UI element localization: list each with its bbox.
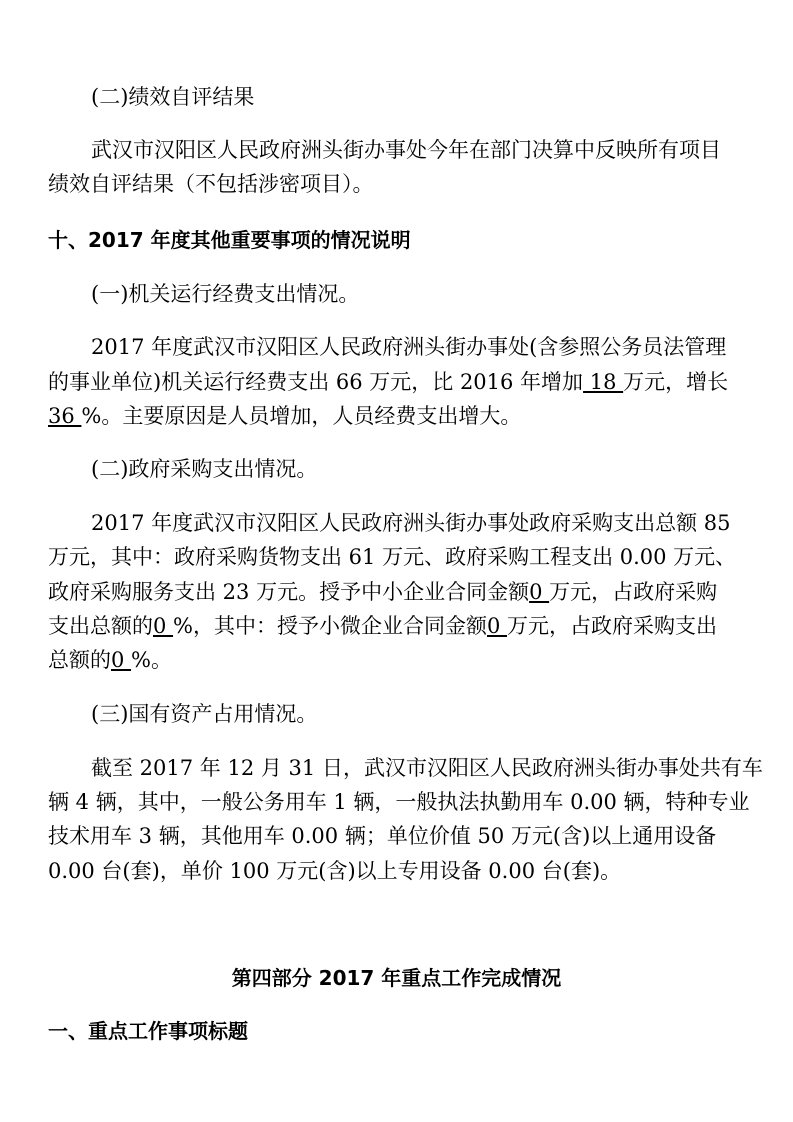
- paragraph-operating-line3: [48, 404, 748, 428]
- part-four-item-one: 一、重点工作事项标题: [48, 1019, 248, 1043]
- text: %，其中：授予小微企业合同金额: [173, 614, 487, 638]
- text: 的事业单位)机关运行经费支出 66 万元，比 2016 年增加: [48, 370, 584, 394]
- text: 支出总额的: [48, 614, 153, 638]
- text: %。主要原因是人员增加，人员经费支出增大。: [81, 404, 522, 428]
- paragraph-operating-line2: [48, 370, 748, 394]
- part-four-title: 第四部分 2017 年重点工作完成情况: [231, 966, 562, 990]
- paragraph-procurement-line3: [48, 580, 748, 604]
- sub-heading-procurement: (二)政府采购支出情况。: [91, 457, 318, 481]
- paragraph-assets-line1: 截至 2017 年 12 月 31 日，武汉市汉阳区人民政府洲头街办事处共有车: [91, 756, 763, 780]
- sub-heading-assets: (三)国有资产占用情况。: [91, 702, 318, 726]
- paragraph-operating-line1: 2017 年度武汉市汉阳区人民政府洲头街办事处(含参照公务员法管理: [91, 335, 727, 359]
- text: 万元，增长: [623, 370, 729, 394]
- increase-amount: 18: [583, 370, 624, 394]
- sme-contract-amount: 0: [529, 580, 550, 604]
- text: 总额的: [48, 648, 111, 672]
- paragraph-assets-line2: 辆 4 辆，其中，一般公务用车 1 辆，一般执法执勤用车 0.00 辆，特种专业: [48, 790, 750, 814]
- growth-rate: 36: [48, 404, 82, 428]
- section-ten-title: 十、2017 年度其他重要事项的情况说明: [48, 228, 411, 252]
- paragraph-procurement-line4: [48, 614, 748, 638]
- text: 万元，占政府采购支出: [507, 614, 718, 638]
- paragraph-assets-line3: 技术用车 3 辆，其他用车 0.00 辆；单位价值 50 万元(含)以上通用设备: [48, 824, 717, 848]
- sme-share: 0: [153, 614, 174, 638]
- paragraph-performance-line2: 绩效自评结果（不包括涉密项目）。: [48, 172, 374, 196]
- paragraph-procurement-line2: 万元，其中：政府采购货物支出 61 万元、政府采购工程支出 0.00 万元、: [48, 545, 737, 569]
- micro-share: 0: [111, 648, 132, 672]
- sub-heading-operating-expense: (一)机关运行经费支出情况。: [91, 282, 360, 306]
- text: %。: [131, 648, 173, 672]
- text: 万元，占政府采购: [549, 580, 718, 604]
- micro-contract-amount: 0: [487, 614, 508, 638]
- paragraph-performance-line1: 武汉市汉阳区人民政府洲头街办事处今年在部门决算中反映所有项目: [91, 138, 721, 162]
- sub-heading-performance: (二)绩效自评结果: [91, 85, 255, 109]
- text: 政府采购服务支出 23 万元。授予中小企业合同金额: [48, 580, 530, 604]
- paragraph-procurement-line1: 2017 年度武汉市汉阳区人民政府洲头街办事处政府采购支出总额 85: [91, 511, 731, 535]
- paragraph-procurement-line5: [48, 648, 748, 672]
- paragraph-assets-line4: 0.00 台(套)，单价 100 万元(含)以上专用设备 0.00 台(套)。: [48, 859, 622, 883]
